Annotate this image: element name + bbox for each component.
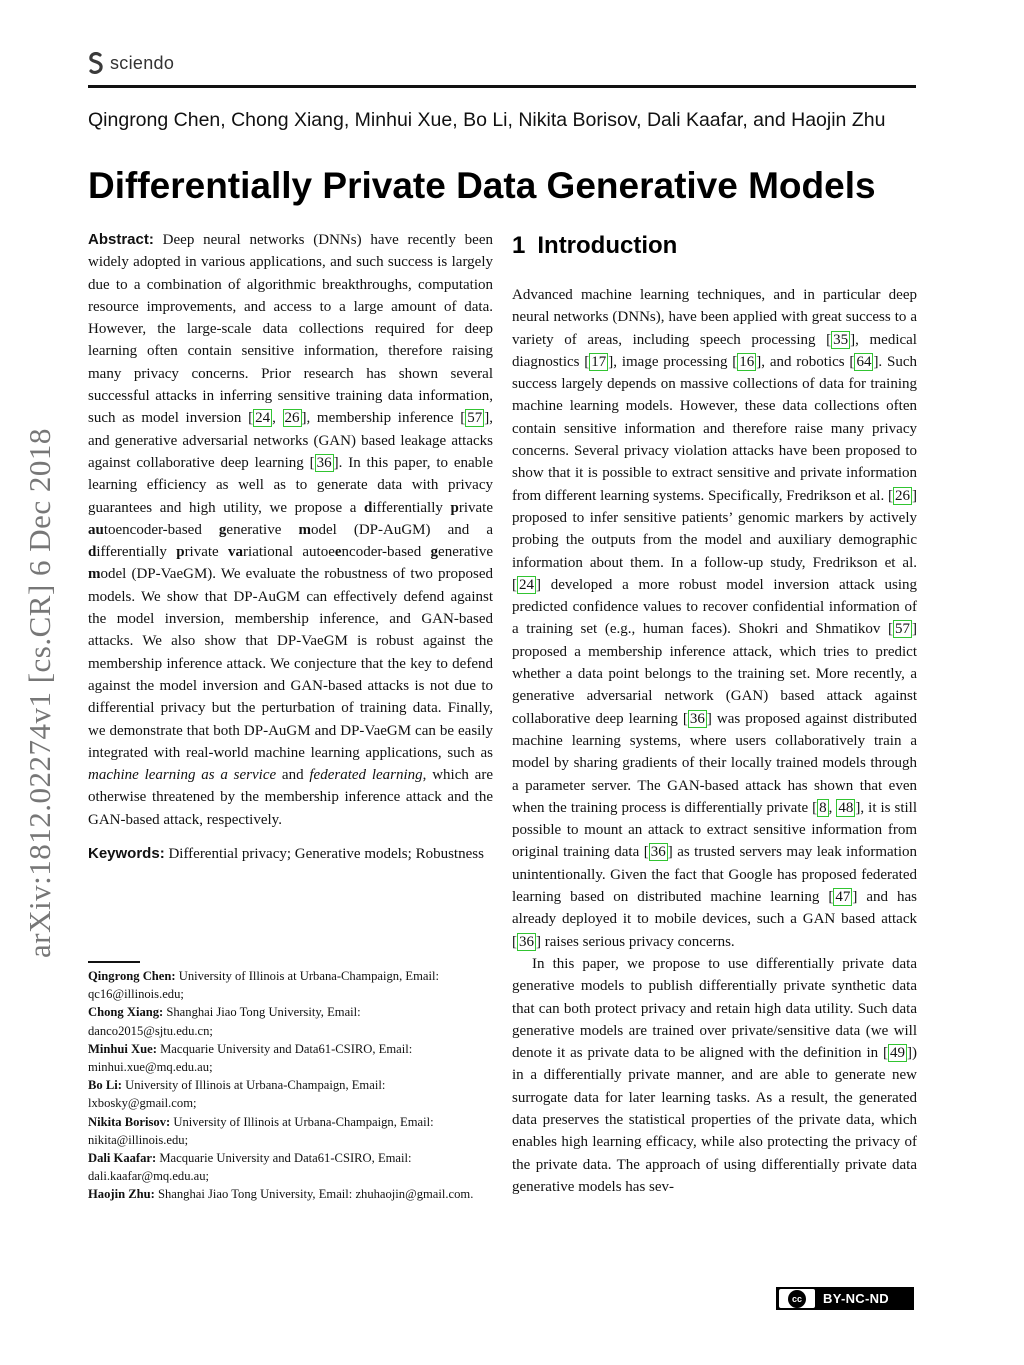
affiliation-name: Haojin Zhu:: [88, 1187, 155, 1202]
affiliation-text: University of Illinois at Urbana-Champaign, Email: qc16@illinois.edu;: [88, 969, 439, 1002]
sciendo-logo-icon: [88, 52, 104, 74]
body-text: ], medical diagnostics [: [512, 331, 917, 370]
affiliations: [88, 967, 483, 1204]
abstract-text: rivate: [184, 544, 229, 561]
abstract: Abstract: Deep neural networks (DNNs) have recently been widely adopted in various applications, and such success is largely due to a combination of algorithmic breakthroughs, computation resource improvements, and access to a large amount of data. However, the large-scale data collections required for deep learning often contain sensitive information, therefore raising many privacy concerns. Prior research has shown several successful attacks in inferring sensitive training data information, such as model inversion [ 24 , 26 ], membership inference [ 57 ], and generative adversarial networks (GAN) based leakage attacks against collaborative deep learning [ 36 ]. In this paper, to enable learning efficiency as well as to generate data with privacy guarantees and high utility, we propose a differentially private autoencoder-based generative model (DP-AuGM) and a differentially private variational autoeencoder-based generative model (DP-VaeGM). We evaluate the robustness of two proposed models. We show that DP-AuGM can effectively defend against the model inversion, membership inference, and GAN-based attacks. We also show that DP-VaeGM is robust against the membership inference attack. We conjecture that the key to defend against the model inversion and GAN-based attacks is not due to differential privacy but the perturbation of training data. Finally, we demonstrate that both DP-AuGM and DP-VaeGM can be easily integrated with real-world machine learning applications, such as machine learning as a service and federated learning, which are otherwise threatened by the membership inference attack and the GAN-based attack, respectively.: [88, 231, 493, 828]
body-text: ], and robotics [: [756, 353, 855, 370]
emphasis-text: machine learning as a service: [88, 767, 277, 784]
abstract-text: odel (DP-AuGM) and a: [310, 521, 493, 538]
affiliation-item: [88, 1113, 483, 1149]
acronym-letter: p: [450, 499, 459, 516]
affiliation-name: Dali Kaafar:: [88, 1151, 157, 1166]
arxiv-stamp: arXiv:1812.02274v1 [cs.CR] 6 Dec 2018: [22, 428, 57, 958]
acronym-letter: m: [88, 566, 101, 583]
cc-logo: [779, 1289, 815, 1308]
abstract-label: Abstract:: [88, 231, 154, 248]
affiliation-text: University of Illinois at Urbana-Champaign, Email: lxbosky@gmail.com;: [88, 1078, 386, 1111]
affiliation-text: Macquarie University and Data61-CSIRO, Email: dali.kaafar@mq.edu.au;: [88, 1151, 412, 1184]
emphasis-text: federated learning: [309, 767, 423, 784]
affiliation-text: University of Illinois at Urbana-Champaign, Email: nikita@illinois.edu;: [88, 1114, 434, 1147]
affiliation-item: [88, 1040, 483, 1076]
body-text: ] as trusted servers may leak information unintentionally. Given the fact that Google has proposed federated learning based on distributed machine learning [: [512, 844, 917, 906]
license-label: BY-NC-ND: [823, 1291, 889, 1306]
abstract-text: ncoder-based: [341, 544, 431, 561]
citation-link[interactable]: 36: [650, 844, 666, 861]
acronym-letter: m: [298, 521, 311, 538]
body-text: ] and has already deployed it to mobile devices, such a GAN based attack [: [512, 889, 917, 950]
citation-link[interactable]: 26: [284, 410, 300, 427]
affiliation-text: Shanghai Jiao Tong University, Email: danco2015@sjtu.edu.cn;: [88, 1005, 361, 1038]
body-text: ] proposed to infer sensitive patients’ genomic markers by actively probing the outputs from the model and auxiliary demographic information about them. In a follow-up study, Fredrikson et al. [: [512, 487, 917, 593]
paper-title: Differentially Private Data Generative Models: [88, 165, 876, 206]
citation-link[interactable]: 24: [255, 410, 271, 427]
header-rule: [88, 85, 916, 88]
section-title: Introduction: [537, 232, 678, 259]
body-text: In this paper, we propose to use differentially private data generative models to publish differentially private synthetic data that can both protect privacy and retain high data utility. Such data generative models are trained over private/sensitive data (we will denote it as private data to be aligned with the definition in [: [512, 955, 917, 1062]
publisher-name: sciendo: [110, 52, 175, 73]
abstract-text: Deep neural networks (DNNs) have recently been widely adopted in various applications, and such success is largely due to a combination of algorithmic breakthroughs, computation resource improvements, and access to a large amount of data. However, the large-scale data collections required for deep learning often contain sensitive information, therefore raising many privacy concerns. Prior research has shown several successful attacks in inferring sensitive training data information, such as model inversion: [88, 232, 493, 427]
body-text: ] was proposed against distributed machine learning systems, where users collaboratively train a model by sharing gradients of their locally trained models through a parameter server. The GAN-based attack has shown that even when the training process is differentially private [: [512, 710, 917, 816]
citation-link[interactable]: 26: [895, 487, 910, 504]
abstract-text: and: [276, 767, 310, 784]
abstract-text: ifferentially: [96, 544, 177, 561]
body-text: ] raises serious privacy concerns.: [536, 933, 735, 950]
footnote-rule: [88, 961, 140, 963]
affiliation-item: [88, 1076, 483, 1112]
body-text: ], it is still possible to mount an attack to extract sensitive information from original training data [: [512, 799, 918, 861]
affiliation-item: [88, 1185, 483, 1203]
affiliation-text: Shanghai Jiao Tong University, Email: zhuhaojin@gmail.com.: [154, 1187, 474, 1202]
acronym-letter: d: [88, 544, 97, 561]
abstract-text: enerative: [438, 544, 493, 561]
citation-link[interactable]: 8: [819, 799, 827, 816]
author-list: Qingrong Chen, Chong Xiang, Minhui Xue, Bo Li, Nikita Borisov, Dali Kaafar, and Haojin Zhu: [88, 109, 886, 131]
citation-link[interactable]: 57: [895, 621, 910, 638]
abstract-text: ], membership inference [: [301, 410, 466, 427]
body-text: ,: [828, 799, 837, 816]
body-text: ] developed a more robust model inversion attack using predicted confidence values to recover confidential information of a training set (e.g., human faces). Shokri and Shmatikov [: [512, 576, 917, 638]
abstract-text: toencoder-based: [103, 521, 219, 538]
keywords-label: Keywords:: [88, 845, 165, 863]
affiliation-name: Chong Xiang:: [88, 1005, 164, 1020]
acronym-letter: p: [176, 544, 185, 561]
citation-link[interactable]: 16: [739, 353, 755, 370]
abstract-column: [88, 229, 493, 865]
license-badge[interactable]: [776, 1287, 914, 1310]
abstract-text: rivate: [458, 499, 493, 516]
affiliation-name: Minhui Xue:: [88, 1041, 157, 1056]
affiliation-item: [88, 1149, 483, 1185]
citation-link[interactable]: 36: [519, 933, 534, 950]
citation-link[interactable]: 64: [856, 353, 872, 370]
affiliation-item: [88, 1003, 483, 1039]
cc-icon: cc: [788, 1290, 806, 1308]
citation-link[interactable]: 36: [316, 454, 332, 471]
publisher-logo: [88, 52, 174, 74]
citation-link[interactable]: 57: [467, 410, 483, 427]
citation-link[interactable]: 47: [835, 889, 851, 906]
abstract-text: ]. In this paper, to enable learning efficiency as well as to generate data with privacy guarantees and high utility, we propose a: [88, 454, 493, 516]
citation-link[interactable]: 48: [838, 799, 854, 816]
keywords: [88, 843, 493, 865]
affiliation-text: Macquarie University and Data61-CSIRO, Email: minhui.xue@mq.edu.au;: [88, 1041, 413, 1075]
acronym-letter: e: [334, 544, 342, 561]
body-text: Advanced machine learning techniques, and in particular deep neural networks (DNNs), have been applied with great success to a variety of areas, including speech processing [: [512, 287, 917, 348]
abstract-text: enerative: [226, 521, 299, 538]
intro-paragraph-2: [512, 953, 917, 1198]
intro-paragraph-1: [512, 284, 917, 953]
abstract-text: ifferentially: [372, 499, 451, 516]
section-heading-introduction: [512, 232, 677, 260]
acronym-letter: g: [430, 544, 439, 561]
citation-link[interactable]: 36: [689, 710, 705, 727]
body-text: ]. Such success largely depends on massive collections of data for training machine learning models. However, these data collections often contain sensitive information and therefore raise many privacy concerns. Several privacy violation attacks have been proposed to show that it is possible to extract sensitive and private information from different learning systems. Specifically, Fredrikson et al. [: [512, 353, 917, 504]
affiliation-name: Nikita Borisov:: [88, 1114, 171, 1129]
citation-link[interactable]: 35: [833, 331, 849, 348]
abstract-text: odel (DP-VaeGM). We evaluate the robustness of two proposed models. We show that DP-AuGM can effectively defend against the model inversion, membership inference, and GAN-based attacks. We also show that DP-VaeGM is robust against the membership inference attack. We conjecture that the key to defend against the model inversion and GAN-based attacks is not due to differential privacy but the perturbation of training data. Finally, we demonstrate that both DP-AuGM and DP-VaeGM can be easily integrated with real-world machine learning applications, such as: [88, 566, 493, 761]
acronym-letter: g: [218, 521, 227, 538]
abstract-text: , which are otherwise threatened by the membership inference attack and the GAN-based attack, respectively.: [88, 767, 493, 828]
affiliation-name: Qingrong Chen:: [88, 969, 176, 983]
body-text: ]) in a differentially private manner, and are able to generate new surrogate data for later learning tasks. As a result, the generated data preserves the statistical properties of the private data, which enables high learning efficacy, while also protecting the privacy of the private data. The approach of using differentially private data generative models has sev-: [512, 1045, 917, 1195]
acronym-letter: au: [88, 521, 104, 538]
introduction-column: [512, 284, 917, 1198]
abstract-text: riational autoe: [243, 544, 335, 561]
body-text: ] proposed a membership inference attack, which tries to predict whether a data point belongs to the training set. More recently, a generative adversarial network (GAN) based attack against collaborative deep learning [: [512, 621, 917, 727]
keywords-text: Differential privacy; Generative models; Robustness: [164, 846, 484, 863]
acronym-letter: va: [228, 544, 244, 561]
section-number: 1: [512, 232, 526, 259]
citation-link[interactable]: 24: [519, 576, 534, 593]
acronym-letter: d: [364, 499, 373, 516]
abstract-text: ], and generative adversarial networks (GAN) based leakage attacks against collaborative deep learning [: [88, 410, 493, 471]
abstract-text: ,: [272, 410, 283, 427]
citation-link[interactable]: 49: [890, 1045, 905, 1062]
affiliation-name: Bo Li:: [88, 1078, 122, 1093]
affiliation-item: [88, 967, 483, 1003]
body-text: ], image processing [: [608, 353, 738, 370]
citation-link[interactable]: 17: [591, 353, 607, 370]
